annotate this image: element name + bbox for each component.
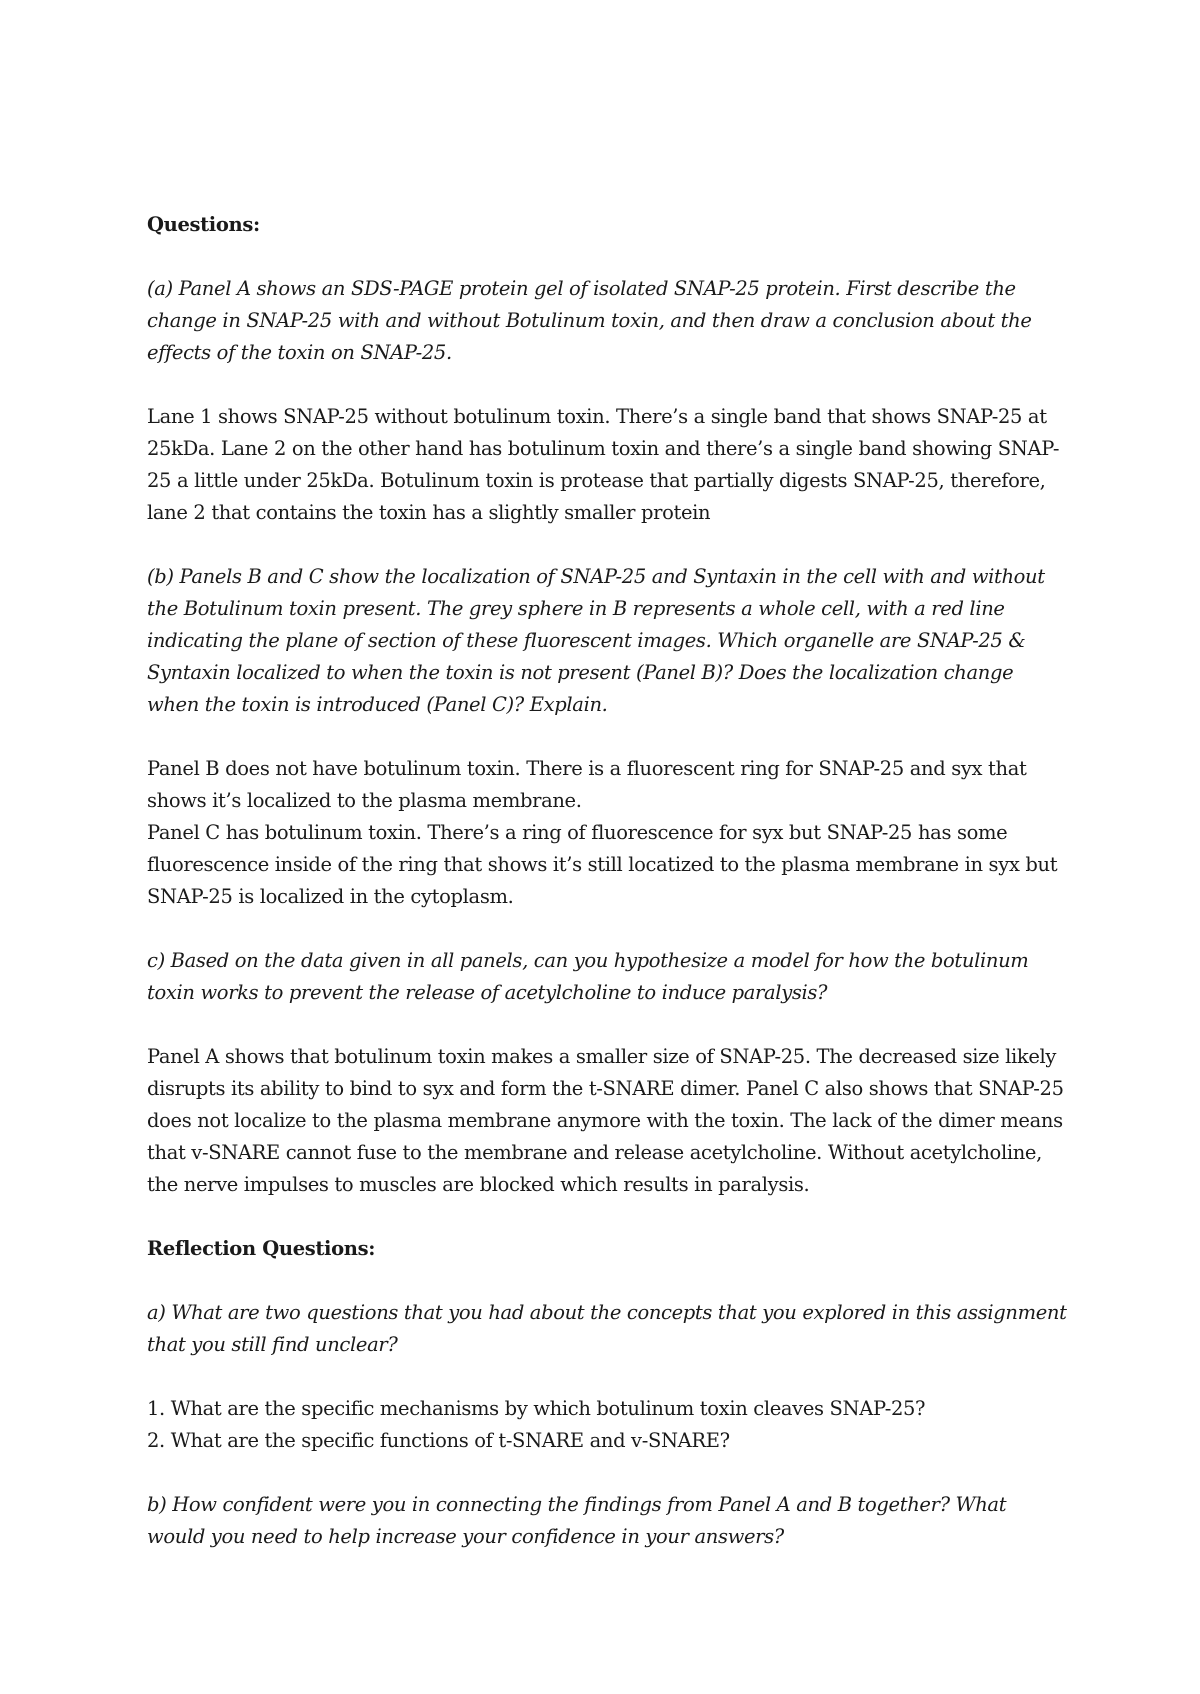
answer-a: Lane 1 shows SNAP-25 without botulinum toxin. There’s a single band that shows SNAP-25 at 25kDa. Lane 2 on the other hand has botulinum toxin and there’s a single band showing SNAP-25 a little under 25kDa. Botulinum toxin is protease that partially digests SNAP-25, therefore, lane 2 that contains the toxin has a slightly smaller protein (147, 405, 1060, 524)
reflection-answer-a-1: 1. What are the specific mechanisms by which botulinum toxin cleaves SNAP-25? (147, 1397, 926, 1420)
answer-b-panel-c: Panel C has botulinum toxin. There’s a ring of fluorescence for syx but SNAP-25 has some fluorescence inside of the ring that shows it’s still locatized to the plasma membrane in syx but SNAP-25 is localized in the cytoplasm. (147, 821, 1058, 908)
reflection-question-a: a) What are two questions that you had about the concepts that you explored in this assignment that you still find unclear? (147, 1301, 1067, 1356)
answer-c: Panel A shows that botulinum toxin makes a smaller size of SNAP-25. The decreased size likely disrupts its ability to bind to syx and form the t-SNARE dimer. Panel C also shows that SNAP-25 does not localize to the plasma membrane anymore with the toxin. The lack of the dimer means that v-SNARE cannot fuse to the membrane and release acetylcholine. Without acetylcholine, the nerve impulses to muscles are blocked which results in paralysis. (147, 1045, 1064, 1196)
document-page (147, 209, 1067, 1585)
question-b: (b) Panels B and C show the localization of SNAP-25 and Syntaxin in the cell with and without the Botulinum toxin present. The grey sphere in B represents a whole cell, with a red line indicating the plane of section of these fluorescent images. Which organelle are SNAP-25 & Syntaxin localized to when the toxin is not present (Panel B)? Does the localization change when the toxin is introduced (Panel C)? Explain. (147, 565, 1045, 716)
reflection-heading: Reflection Questions: (147, 1237, 376, 1260)
questions-heading: Questions: (147, 213, 260, 236)
reflection-question-b: b) How confident were you in connecting the findings from Panel A and B together? What would you need to help increase your confidence in your answers? (147, 1493, 1007, 1548)
answer-b-panel-b: Panel B does not have botulinum toxin. There is a fluorescent ring for SNAP-25 and syx that shows it’s localized to the plasma membrane. (147, 757, 1027, 812)
question-a: (a) Panel A shows an SDS-PAGE protein gel of isolated SNAP-25 protein. First describe the change in SNAP-25 with and without Botulinum toxin, and then draw a conclusion about the effects of the toxin on SNAP-25. (147, 277, 1032, 364)
reflection-answer-a-2: 2. What are the specific functions of t-SNARE and v-SNARE? (147, 1429, 730, 1452)
question-c: c) Based on the data given in all panels, can you hypothesize a model for how the botulinum toxin works to prevent the release of acetylcholine to induce paralysis? (147, 949, 1029, 1004)
